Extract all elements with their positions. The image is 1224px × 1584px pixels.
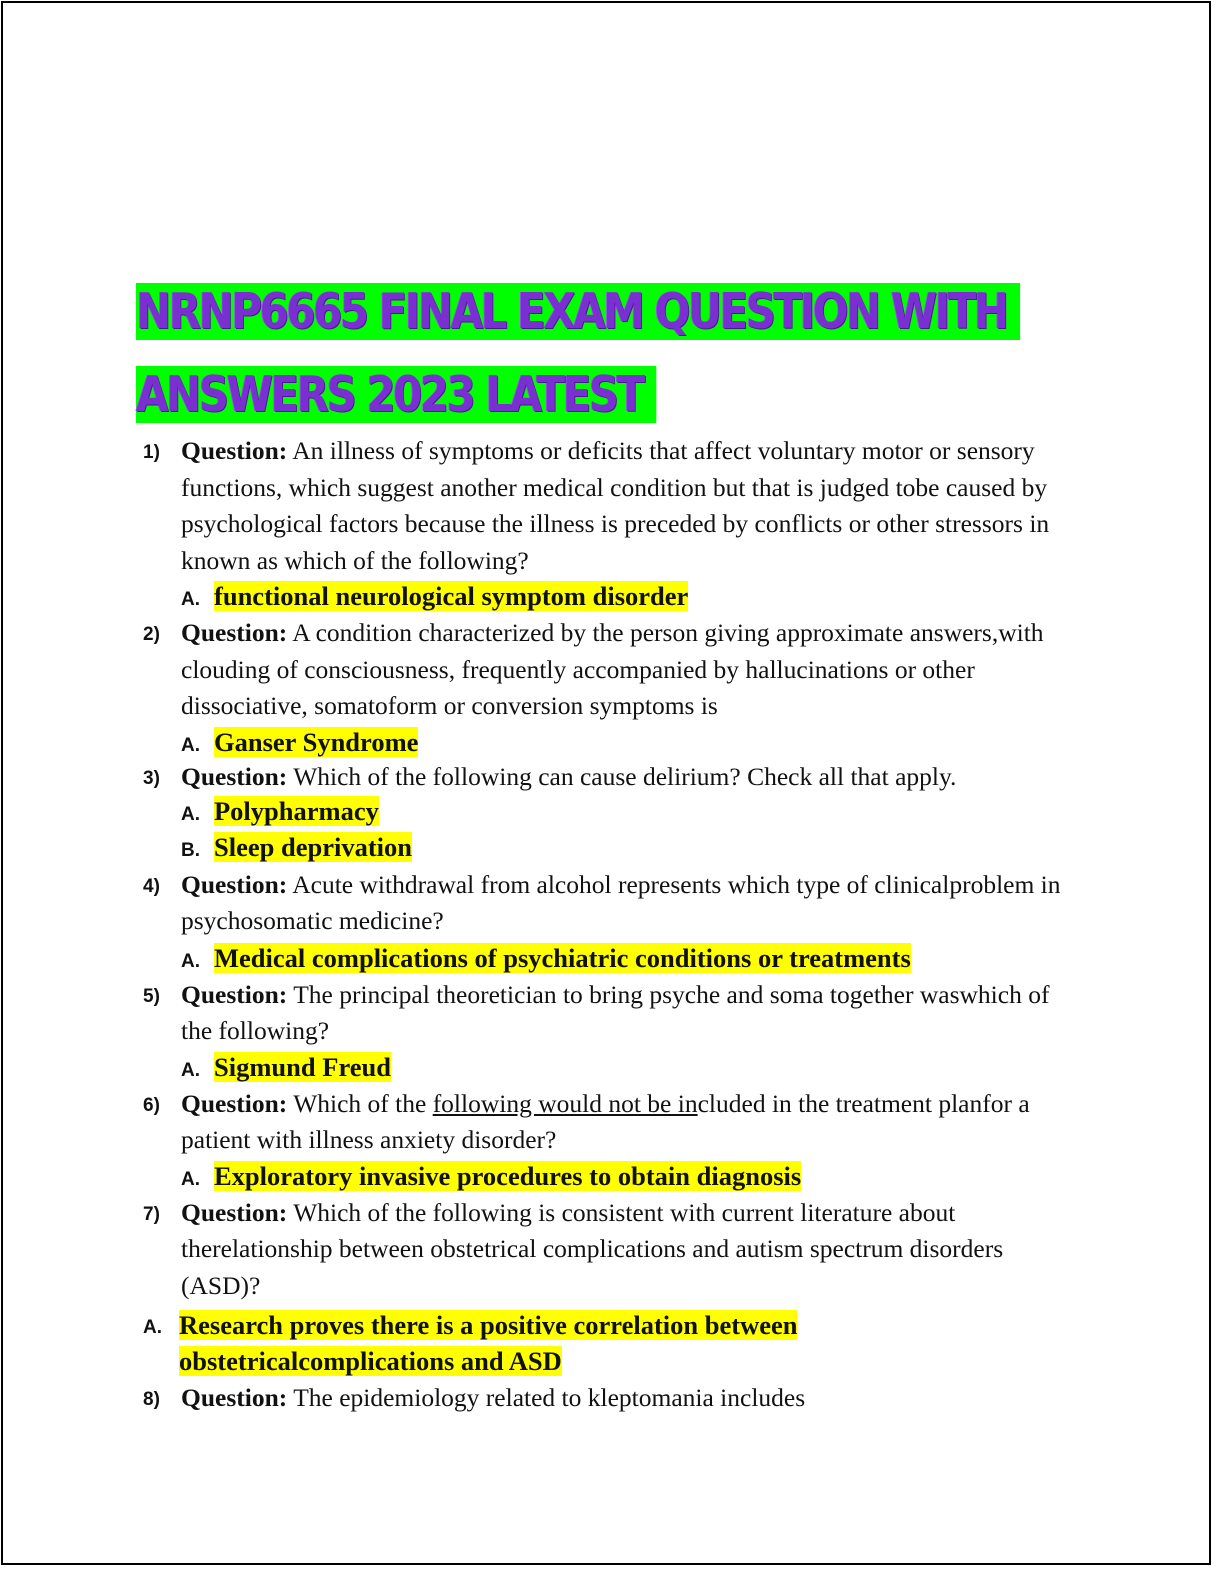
answer-text: Sleep deprivation	[214, 831, 413, 862]
answer-letter: A.	[181, 589, 200, 610]
question-text-end: cluded in the treatment planfor a patient with illness anxiety disorder?	[181, 1088, 1030, 1154]
question-text: Which of the following can cause delirium? Check all that apply.	[293, 761, 957, 791]
question-label: Question:	[181, 618, 288, 647]
question-text: The principal theoretician to bring psyche and soma together waswhich of the following?	[181, 979, 1050, 1045]
question-text: A condition characterized by the person giving approximate answers,with clouding of consciousness, frequently accompanied by hallucinations or other dissociative, somatoform or conversion symptoms is	[181, 618, 1044, 720]
question-4	[143, 867, 1063, 940]
question-3	[143, 761, 1063, 793]
answer-text: functional neurological symptom disorder	[214, 581, 689, 611]
question-number: 7)	[143, 1203, 160, 1225]
question-label: Question:	[181, 436, 288, 465]
question-number: 5)	[143, 985, 160, 1007]
question-number: 2)	[143, 624, 160, 645]
question-1	[143, 433, 1063, 579]
question-5	[143, 977, 1063, 1050]
answer-text: Ganser Syndrome	[214, 726, 419, 757]
question-text: The epidemiology related to kleptomania includes	[293, 1383, 806, 1412]
question-number: 4)	[143, 875, 160, 897]
document-title	[136, 270, 1020, 436]
answer-letter: A.	[181, 734, 200, 756]
answer-text: Sigmund Freud	[214, 1051, 391, 1082]
answer-letter: A.	[181, 803, 200, 825]
answer-letter: A.	[181, 1059, 200, 1081]
answer-letter: A.	[181, 1168, 200, 1190]
answer-text: Research proves there is a positive correlation between obstetricalcomplications and ASD	[179, 1310, 798, 1376]
answer-3a	[143, 795, 1063, 828]
title-line-2: ANSWERS 2023 LATEST	[136, 366, 656, 423]
question-text: Acute withdrawal from alcohol represents which type of clinicalproblem in psychosomatic medicine?	[181, 869, 1061, 935]
answer-2a	[143, 726, 1063, 759]
document-page	[1, 1, 1211, 1565]
answer-6a	[143, 1160, 1063, 1193]
question-list	[143, 433, 1063, 1417]
question-label: Question:	[181, 761, 288, 791]
question-number: 3)	[143, 767, 160, 789]
title-line-1: NRNP6665 FINAL EXAM QUESTION WITH	[136, 283, 1020, 340]
answer-text: Exploratory invasive procedures to obtain diagnosis	[214, 1160, 802, 1191]
question-8	[143, 1380, 1063, 1417]
answer-3b	[143, 831, 1063, 864]
question-2	[143, 615, 1063, 725]
question-label: Question:	[181, 869, 288, 899]
answer-text: Polypharmacy	[214, 795, 379, 826]
answer-letter: A.	[181, 950, 200, 972]
question-label: Question:	[181, 1088, 288, 1118]
question-text-start: Which of the	[293, 1088, 433, 1118]
question-text: Which of the following is consistent with current literature about therelationship between obstetrical complications and autism spectrum disorders (ASD)?	[181, 1197, 1004, 1300]
question-label: Question:	[181, 979, 288, 1009]
question-text: An illness of symptoms or deficits that affect voluntary motor or sensory functions, which suggest another medical condition but that is judged tobe caused by psychological factors because the illness is preceded by conflicts or other stressors in known as which of the following?	[181, 436, 1050, 575]
question-label: Question:	[181, 1383, 288, 1412]
question-number: 6)	[143, 1094, 160, 1116]
question-label: Question:	[181, 1197, 288, 1227]
answer-7a	[143, 1307, 1063, 1379]
answer-letter: B.	[181, 839, 200, 861]
answer-1a	[143, 580, 1063, 613]
question-number: 1)	[143, 442, 160, 463]
answer-text: Medical complications of psychiatric conditions or treatments	[214, 942, 911, 973]
question-7	[143, 1195, 1063, 1305]
question-text-underlined: following would not be in	[432, 1088, 698, 1118]
question-number: 8)	[143, 1389, 160, 1410]
answer-5a	[143, 1051, 1063, 1084]
answer-4a	[143, 942, 1004, 975]
answer-letter: A.	[143, 1317, 162, 1338]
question-6	[143, 1086, 1063, 1159]
